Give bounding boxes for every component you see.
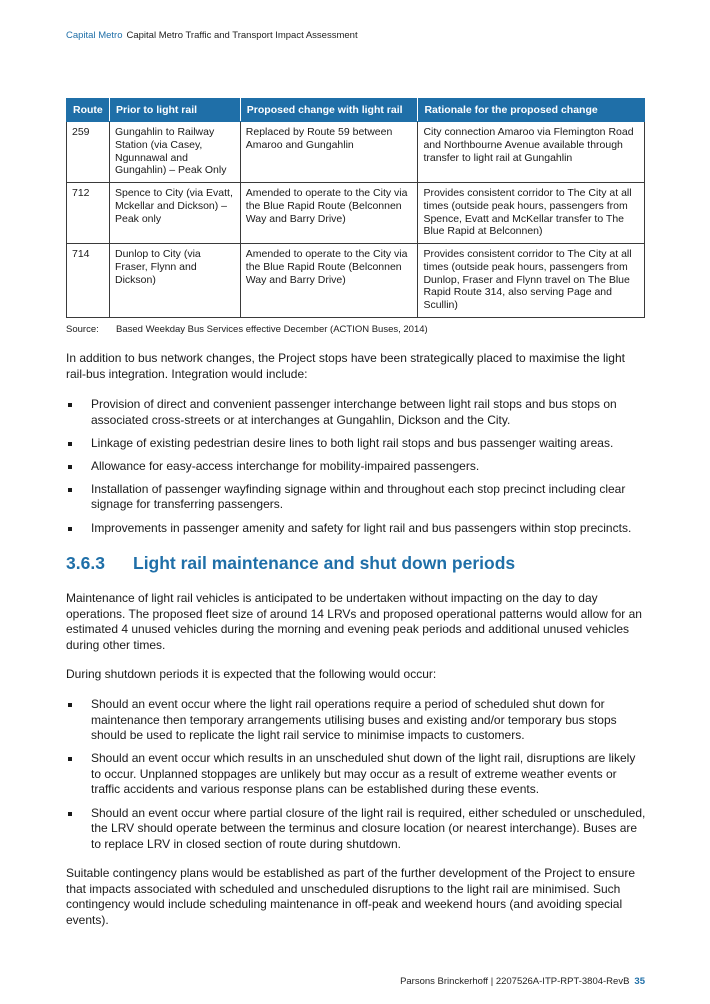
footer-text: Parsons Brinckerhoff | 2207526A-ITP-RPT-3804-RevB [400, 976, 630, 987]
list-item: Linkage of existing pedestrian desire lines to both light rail stops and bus passenger waiting areas. [66, 436, 646, 452]
header-brand: Capital Metro [66, 30, 123, 41]
cell-prior: Dunlop to City (via Fraser, Flynn and Dickson) [109, 244, 240, 318]
col-header-change: Proposed change with light rail [240, 99, 418, 122]
shutdown-bullet-list [66, 697, 646, 860]
cell-rationale: City connection Amaroo via Flemington Road and Northbourne Avenue available through transfer to light rail at Gungahlin [418, 122, 645, 183]
col-header-rationale: Rationale for the proposed change [418, 99, 645, 122]
page-number: 35 [634, 976, 645, 987]
list-item: Should an event occur where the light rail operations require a period of scheduled shut down for maintenance then temporary arrangements utilising buses and existing and/or temporary bus stops should be used to replicate the light rail service to minimise impacts to customers. [66, 697, 646, 744]
integration-intro-paragraph: In addition to bus network changes, the Project stops have been strategically placed to maximise the light rail-bus integration. Integration would include: [66, 351, 625, 381]
section-heading [66, 553, 515, 574]
route-changes-table-wrap [66, 98, 645, 318]
running-footer [400, 976, 645, 987]
table-row [67, 183, 645, 244]
source-text: Based Weekday Bus Services effective December (ACTION Buses, 2014) [116, 324, 428, 335]
cell-prior: Gungahlin to Railway Station (via Casey, Ngunnawal and Gungahlin) – Peak Only [109, 122, 240, 183]
table-header-row [67, 99, 645, 122]
running-header [66, 30, 358, 41]
cell-change: Amended to operate to the City via the Blue Rapid Route (Belconnen Way and Barry Drive) [240, 183, 418, 244]
route-changes-table [66, 98, 645, 318]
list-item: Should an event occur which results in an unscheduled shut down of the light rail, disruptions are likely to occur. Unplanned stoppages are unlikely but may occur as a result of extreme weather events or traffic accidents and various response plans can be established during these events. [66, 751, 646, 798]
contingency-paragraph: Suitable contingency plans would be established as part of the further development of the Project to ensure that impacts associated with scheduled and unscheduled disruptions to the light rail are minimised. Such contingency would include scheduling maintenance in off-peak and weekend hours (and avoiding special events). [66, 866, 636, 927]
cell-change: Replaced by Route 59 between Amaroo and Gungahlin [240, 122, 418, 183]
list-item: Improvements in passenger amenity and safety for light rail and bus passengers within stop precincts. [66, 521, 646, 537]
maintenance-paragraph: Maintenance of light rail vehicles is anticipated to be undertaken without impacting on the day to day operations. The proposed fleet size of around 14 LRVs and proposed operational patterns would allow for an estimated 4 unused vehicles during the morning and evening peak periods and additional unused vehicles during other times. [66, 591, 642, 652]
list-item: Should an event occur where partial closure of the light rail is required, either scheduled or unscheduled, the LRV should operate between the terminus and closure location (or nearest interchange). Buses are to replace LRV in closed section of route during shutdown. [66, 806, 646, 853]
header-title: Capital Metro Traffic and Transport Impact Assessment [126, 30, 358, 41]
cell-rationale: Provides consistent corridor to The City at all times (outside peak hours, passengers from Dunlop, Fraser and Flynn travel on The Blue Rapid Route 314, also serving Page and Scullin) [418, 244, 645, 318]
list-item: Installation of passenger wayfinding signage within and throughout each stop precinct including clear signage for transferring passengers. [66, 482, 646, 513]
table-row [67, 122, 645, 183]
cell-route: 259 [67, 122, 110, 183]
cell-prior: Spence to City (via Evatt, Mckellar and Dickson) – Peak only [109, 183, 240, 244]
shutdown-intro-paragraph: During shutdown periods it is expected that the following would occur: [66, 667, 437, 681]
cell-change: Amended to operate to the City via the Blue Rapid Route (Belconnen Way and Barry Drive) [240, 244, 418, 318]
table-source-note [66, 324, 428, 335]
source-label: Source: [66, 324, 99, 335]
table-row [67, 244, 645, 318]
section-title: Light rail maintenance and shut down periods [133, 553, 516, 573]
col-header-prior: Prior to light rail [109, 99, 240, 122]
integration-bullet-list [66, 397, 646, 544]
list-item: Allowance for easy-access interchange for mobility-impaired passengers. [66, 459, 646, 475]
cell-route: 714 [67, 244, 110, 318]
section-number: 3.6.3 [66, 553, 105, 573]
col-header-route: Route [67, 99, 110, 122]
list-item: Provision of direct and convenient passenger interchange between light rail stops and bus stops on associated cross-streets or at interchanges at Gungahlin, Dickson and the City. [66, 397, 646, 428]
cell-route: 712 [67, 183, 110, 244]
cell-rationale: Provides consistent corridor to The City at all times (outside peak hours, passengers from Spence, Evatt and McKellar transfer to The Blue Rapid at Belconnen) [418, 183, 645, 244]
